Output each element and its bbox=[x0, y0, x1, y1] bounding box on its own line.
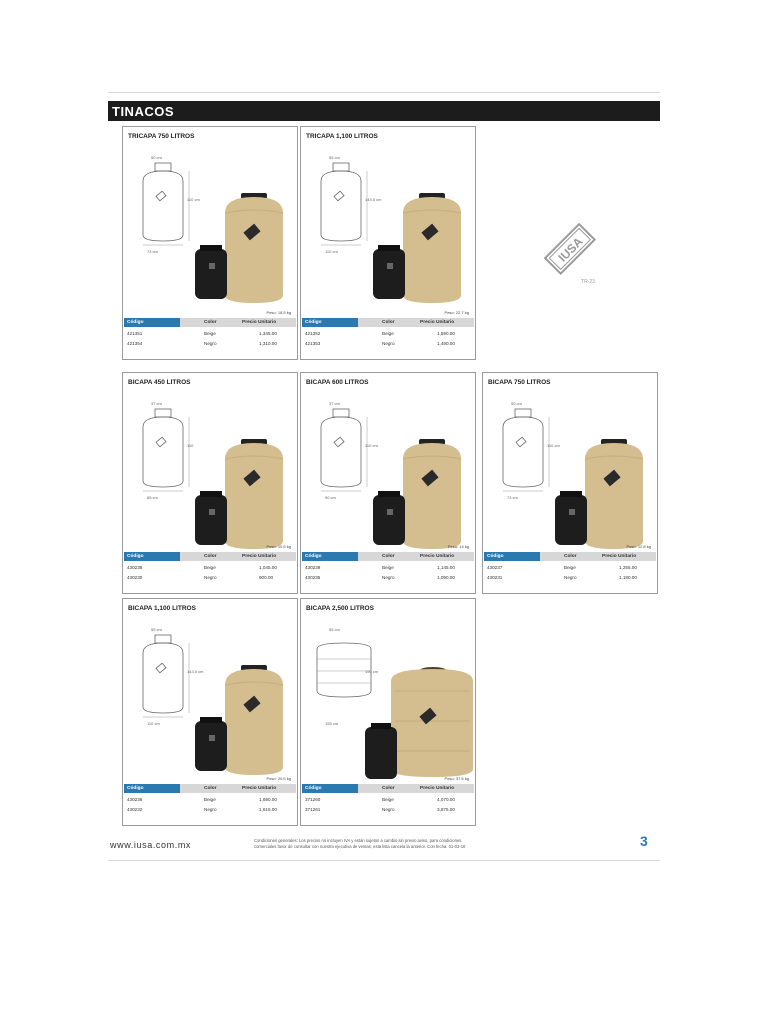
header-price: Precio Unitario bbox=[420, 320, 455, 325]
dimension-top-label: 37 cm bbox=[329, 401, 340, 406]
header-color: Color bbox=[204, 554, 217, 559]
price-table-header bbox=[124, 552, 296, 561]
product-card bbox=[300, 598, 476, 826]
header-price: Precio Unitario bbox=[420, 554, 455, 559]
row-color: Beige bbox=[204, 331, 216, 336]
row-code: 430232 bbox=[127, 807, 143, 812]
header-code: Código bbox=[302, 552, 358, 561]
row-price: 1,590.00 bbox=[437, 331, 455, 336]
row-color: Negro bbox=[204, 575, 217, 580]
table-row bbox=[124, 339, 296, 348]
row-code: 421354 bbox=[127, 341, 143, 346]
header-code: Código bbox=[124, 552, 180, 561]
table-row bbox=[302, 563, 474, 572]
table-row bbox=[484, 563, 656, 572]
table-row bbox=[124, 329, 296, 338]
dimension-side-label: 110 cm bbox=[187, 197, 200, 202]
product-title: TRICAPA 750 LITROS bbox=[128, 133, 195, 140]
dimension-side-label: 110 cm bbox=[547, 443, 560, 448]
row-price: 1,690.00 bbox=[259, 797, 277, 802]
dimension-bottom-label: 85 cm bbox=[147, 495, 158, 500]
price-table bbox=[302, 318, 474, 358]
header-color: Color bbox=[564, 554, 577, 559]
row-price: 1,180.00 bbox=[619, 575, 637, 580]
price-table-header bbox=[484, 552, 656, 561]
dimension-side-label: 143.5 cm bbox=[187, 669, 204, 674]
table-row bbox=[124, 805, 296, 814]
header-code: Código bbox=[124, 784, 180, 793]
tank-image bbox=[373, 187, 473, 307]
row-price: 1,490.00 bbox=[437, 341, 455, 346]
weight-label: Peso: 37.5 kg bbox=[444, 776, 469, 781]
header-price: Precio Unitario bbox=[242, 320, 277, 325]
tank-image bbox=[195, 433, 295, 553]
row-price: 1,615.00 bbox=[259, 807, 277, 812]
tank-image bbox=[195, 659, 295, 779]
row-price: 900.00 bbox=[259, 575, 274, 580]
weight-label: Peso: 22.7 kg bbox=[444, 310, 469, 315]
row-code: 421351 bbox=[127, 331, 143, 336]
price-table-header bbox=[124, 318, 296, 327]
price-table-header bbox=[124, 784, 296, 793]
row-price: 1,145.00 bbox=[437, 565, 455, 570]
row-color: Beige bbox=[382, 331, 394, 336]
product-card bbox=[300, 126, 476, 360]
row-price: 1,090.00 bbox=[437, 575, 455, 580]
table-row bbox=[302, 329, 474, 338]
table-row bbox=[124, 563, 296, 572]
product-title: BICAPA 600 LITROS bbox=[306, 379, 369, 386]
row-color: Negro bbox=[382, 341, 395, 346]
product-title: BICAPA 2,500 LITROS bbox=[306, 605, 374, 612]
price-table bbox=[484, 552, 656, 592]
row-color: Negro bbox=[204, 807, 217, 812]
table-row bbox=[302, 573, 474, 582]
row-color: Beige bbox=[382, 797, 394, 802]
page-number: 3 bbox=[640, 833, 648, 849]
row-color: Beige bbox=[382, 565, 394, 570]
row-price: 4,070.00 bbox=[437, 797, 455, 802]
section-title: TINACOS bbox=[112, 104, 174, 119]
table-row bbox=[302, 795, 474, 804]
header-color: Color bbox=[204, 320, 217, 325]
table-row bbox=[124, 795, 296, 804]
weight-label: Peso: 20.5 kg bbox=[266, 776, 291, 781]
product-title: TRICAPA 1,100 LITROS bbox=[306, 133, 378, 140]
price-table-header bbox=[302, 784, 474, 793]
row-code: 421353 bbox=[305, 341, 321, 346]
table-row bbox=[302, 339, 474, 348]
footer-website[interactable]: www.iusa.com.mx bbox=[110, 840, 192, 850]
tank-image bbox=[373, 433, 473, 553]
row-color: Beige bbox=[204, 565, 216, 570]
dimension-top-label: 50 cm bbox=[151, 155, 162, 160]
row-price: 1,345.00 bbox=[259, 331, 277, 336]
row-price: 1,310.00 bbox=[259, 341, 277, 346]
dimension-side-label: 110 bbox=[187, 443, 194, 448]
dimension-top-label: 55 cm bbox=[329, 155, 340, 160]
row-color: Beige bbox=[204, 797, 216, 802]
row-code: 371261 bbox=[305, 807, 321, 812]
row-color: Negro bbox=[564, 575, 577, 580]
header-code: Código bbox=[124, 318, 180, 327]
footer-conditions-line-1: Condiciones generales: Los precios no incluyen IVA y están sujetos a cambio sin previo aviso, para condiciones bbox=[254, 838, 462, 843]
top-rule bbox=[108, 92, 660, 93]
row-price: 3,875.00 bbox=[437, 807, 455, 812]
dimension-bottom-label: 73 cm bbox=[147, 249, 158, 254]
header-code: Código bbox=[302, 784, 358, 793]
product-card bbox=[122, 598, 298, 826]
price-table bbox=[302, 784, 474, 824]
header-price: Precio Unitario bbox=[242, 554, 277, 559]
header-code: Código bbox=[484, 552, 540, 561]
dimension-side-label: 110 cm bbox=[365, 443, 378, 448]
price-table bbox=[124, 552, 296, 592]
row-code: 430237 bbox=[487, 565, 503, 570]
tank-image bbox=[555, 433, 655, 553]
section-header-bar bbox=[108, 101, 660, 121]
row-color: Beige bbox=[564, 565, 576, 570]
product-title: BICAPA 750 LITROS bbox=[488, 379, 551, 386]
header-color: Color bbox=[382, 786, 395, 791]
dimension-bottom-label: 110 cm bbox=[147, 721, 160, 726]
header-price: Precio Unitario bbox=[242, 786, 277, 791]
row-code: 421352 bbox=[305, 331, 321, 336]
header-color: Color bbox=[382, 554, 395, 559]
weight-label: Peso: 10.5 kg bbox=[266, 544, 291, 549]
product-card bbox=[482, 372, 658, 594]
table-row bbox=[124, 573, 296, 582]
dimension-bottom-label: 73 cm bbox=[507, 495, 518, 500]
row-code: 430238 bbox=[127, 565, 143, 570]
product-card bbox=[300, 372, 476, 594]
table-row bbox=[302, 805, 474, 814]
row-color: Negro bbox=[382, 575, 395, 580]
weight-label: Peso: 14 kg bbox=[447, 544, 469, 549]
dimension-diagram bbox=[133, 403, 193, 493]
row-price: 1,255.00 bbox=[619, 565, 637, 570]
row-code: 430235 bbox=[305, 575, 321, 580]
tank-image bbox=[365, 661, 475, 781]
dimension-top-label: 55 cm bbox=[151, 627, 162, 632]
dimension-diagram bbox=[133, 629, 193, 719]
product-card bbox=[122, 372, 298, 594]
product-title: BICAPA 1,100 LITROS bbox=[128, 605, 196, 612]
row-code: 430236 bbox=[127, 797, 143, 802]
row-code: 371260 bbox=[305, 797, 321, 802]
footer-conditions-line-2: comerciales favor de consultar con nuestra ejecutiva de ventas, esta lista cancela la anterior. Con fecha: 01-03-10 bbox=[254, 844, 466, 849]
table-row bbox=[484, 573, 656, 582]
row-code: 430231 bbox=[487, 575, 503, 580]
price-table-header bbox=[302, 318, 474, 327]
dimension-top-label: 37 cm bbox=[151, 401, 162, 406]
price-table bbox=[124, 784, 296, 824]
dimension-bottom-label: 110 cm bbox=[325, 249, 338, 254]
header-price: Precio Unitario bbox=[420, 786, 455, 791]
footer-conditions bbox=[254, 838, 574, 850]
header-color: Color bbox=[204, 786, 217, 791]
dimension-top-label: 50 cm bbox=[511, 401, 522, 406]
row-color: Negro bbox=[204, 341, 217, 346]
dimension-diagram bbox=[133, 157, 193, 247]
header-price: Precio Unitario bbox=[602, 554, 637, 559]
dimension-side-label: 150 cm bbox=[365, 669, 379, 674]
dimension-bottom-label: 90 cm bbox=[325, 495, 336, 500]
tank-image bbox=[195, 187, 295, 307]
logo-subtext: TR-23 bbox=[581, 279, 595, 285]
weight-label: Peso: 18.5 kg bbox=[266, 310, 291, 315]
bottom-rule bbox=[108, 860, 660, 861]
dimension-bottom-label: 155 cm bbox=[325, 721, 339, 726]
product-card bbox=[122, 126, 298, 360]
price-table bbox=[302, 552, 474, 592]
product-title: BICAPA 450 LITROS bbox=[128, 379, 191, 386]
row-code: 430239 bbox=[305, 565, 321, 570]
dimension-diagram bbox=[493, 403, 553, 493]
dimension-diagram bbox=[311, 403, 371, 493]
price-table bbox=[124, 318, 296, 358]
iusa-logo bbox=[542, 217, 602, 285]
dimension-top-label: 55 cm bbox=[329, 627, 340, 632]
row-color: Negro bbox=[382, 807, 395, 812]
header-color: Color bbox=[382, 320, 395, 325]
dimension-diagram bbox=[311, 157, 371, 247]
logo-text: IUSA bbox=[555, 234, 586, 265]
dimension-side-label: 143.5 cm bbox=[365, 197, 382, 202]
price-table-header bbox=[302, 552, 474, 561]
row-price: 1,045.00 bbox=[259, 565, 277, 570]
weight-label: Peso: 12.8 kg bbox=[626, 544, 651, 549]
header-code: Código bbox=[302, 318, 358, 327]
catalog-page bbox=[108, 92, 660, 862]
row-code: 430230 bbox=[127, 575, 143, 580]
